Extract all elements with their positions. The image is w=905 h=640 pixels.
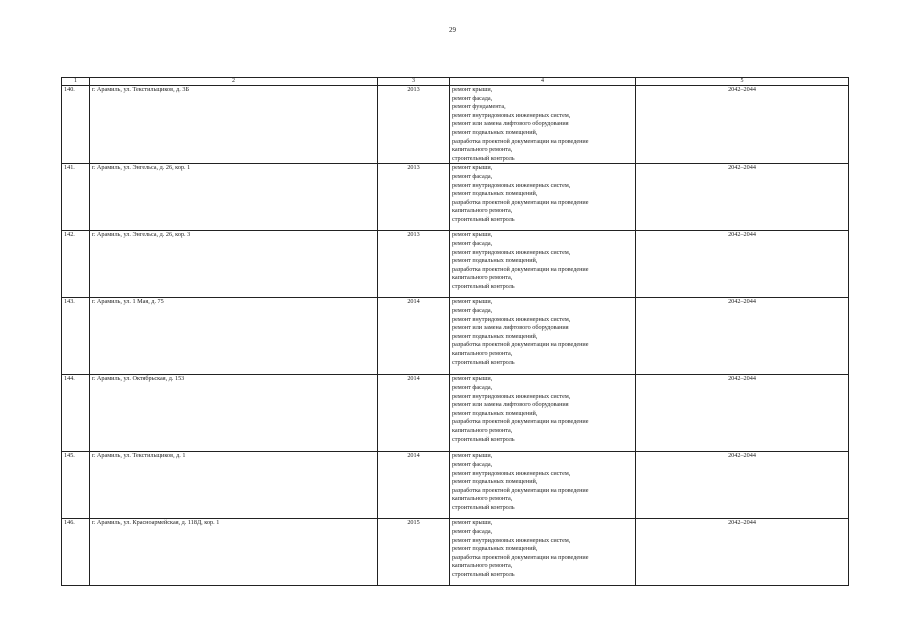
- column-header: 5: [636, 78, 849, 86]
- table-body: [62, 78, 849, 586]
- repair-work-item: ремонт внутридомовых инженерных систем,: [452, 315, 571, 323]
- repair-schedule-table: [61, 77, 849, 586]
- commissioning-year: 2013: [378, 86, 450, 164]
- building-address: г. Арамиль, ул. Текстильщиков, д. 3Б: [90, 86, 378, 164]
- repair-work-item: ремонт или замена лифтового оборудования: [452, 120, 569, 128]
- repair-work-item: ремонт крыши,: [452, 452, 493, 460]
- repair-work-item: строительный контроль: [452, 358, 515, 366]
- repair-work-item: ремонт подвальных помещений,: [452, 545, 538, 553]
- row-number: 145.: [62, 452, 90, 519]
- row-number: 143.: [62, 298, 90, 375]
- row-number: 141.: [62, 164, 90, 231]
- repair-work-item: разработка проектной документации на проведение: [452, 553, 589, 561]
- commissioning-year: 2014: [378, 452, 450, 519]
- repair-work-item: ремонт фасада,: [452, 94, 493, 102]
- repair-work-item: ремонт внутридомовых инженерных систем,: [452, 469, 571, 477]
- repair-work-item: капитального ремонта,: [452, 274, 513, 282]
- building-address: г. Арамиль, ул. 1 Мая, д. 75: [90, 298, 378, 375]
- repair-work-item: разработка проектной документации на проведение: [452, 418, 589, 426]
- planned-period: 2042–2044: [636, 375, 849, 452]
- repair-work-item: ремонт подвальных помещений,: [452, 128, 538, 136]
- repair-work-item: ремонт фасада,: [452, 306, 493, 314]
- repair-work-item: ремонт подвальных помещений,: [452, 257, 538, 265]
- column-header: 1: [62, 78, 90, 86]
- table-row: [62, 375, 849, 452]
- table-row: [62, 298, 849, 375]
- repair-work-item: строительный контроль: [452, 503, 515, 511]
- building-address: г. Арамиль, ул. Текстильщиков, д. 1: [90, 452, 378, 519]
- commissioning-year: 2014: [378, 375, 450, 452]
- table-row: [62, 164, 849, 231]
- building-address: г. Арамиль, ул. Энгельса, д. 26, кор. 1: [90, 164, 378, 231]
- repair-works-list: [450, 86, 636, 164]
- repair-works-list: [450, 519, 636, 586]
- repair-work-item: строительный контроль: [452, 154, 515, 162]
- repair-work-item: ремонт подвальных помещений,: [452, 478, 538, 486]
- repair-work-item: капитального ремонта,: [452, 562, 513, 570]
- repair-work-item: разработка проектной документации на проведение: [452, 265, 589, 273]
- planned-period: 2042–2044: [636, 298, 849, 375]
- repair-work-item: ремонт фасада,: [452, 383, 493, 391]
- repair-work-item: строительный контроль: [452, 435, 515, 443]
- repair-work-item: разработка проектной документации на проведение: [452, 486, 589, 494]
- repair-works-list: [450, 231, 636, 298]
- repair-work-item: ремонт крыши,: [452, 298, 493, 306]
- repair-work-item: ремонт внутридомовых инженерных систем,: [452, 181, 571, 189]
- commissioning-year: 2014: [378, 298, 450, 375]
- table-row: [62, 519, 849, 586]
- row-number: 142.: [62, 231, 90, 298]
- repair-works-list: [450, 375, 636, 452]
- repair-work-item: ремонт внутридомовых инженерных систем,: [452, 392, 571, 400]
- repair-work-item: капитального ремонта,: [452, 207, 513, 215]
- repair-work-item: капитального ремонта,: [452, 349, 513, 357]
- building-address: г. Арамиль, ул. Красноармейская, д. 118Д, кор. 1: [90, 519, 378, 586]
- repair-work-item: ремонт крыши,: [452, 375, 493, 383]
- column-header: 4: [450, 78, 636, 86]
- repair-work-item: строительный контроль: [452, 215, 515, 223]
- building-address: г. Арамиль, ул. Октябрьская, д. 153: [90, 375, 378, 452]
- page-number: 29: [449, 26, 456, 34]
- repair-work-item: ремонт крыши,: [452, 519, 493, 527]
- repair-work-item: ремонт крыши,: [452, 164, 493, 172]
- repair-work-item: ремонт фундамента,: [452, 103, 506, 111]
- repair-work-item: строительный контроль: [452, 570, 515, 578]
- repair-work-item: ремонт внутридомовых инженерных систем,: [452, 536, 571, 544]
- repair-work-item: ремонт или замена лифтового оборудования: [452, 324, 569, 332]
- repair-work-item: ремонт фасада,: [452, 527, 493, 535]
- repair-work-item: разработка проектной документации на проведение: [452, 341, 589, 349]
- column-number-row: [62, 78, 849, 86]
- planned-period: 2042–2044: [636, 231, 849, 298]
- table-row: [62, 86, 849, 164]
- planned-period: 2042–2044: [636, 164, 849, 231]
- repair-works-list: [450, 452, 636, 519]
- commissioning-year: 2013: [378, 231, 450, 298]
- row-number: 146.: [62, 519, 90, 586]
- repair-work-item: капитального ремонта,: [452, 426, 513, 434]
- repair-work-item: разработка проектной документации на проведение: [452, 198, 589, 206]
- repair-works-list: [450, 164, 636, 231]
- repair-work-item: капитального ремонта,: [452, 495, 513, 503]
- planned-period: 2042–2044: [636, 519, 849, 586]
- commissioning-year: 2015: [378, 519, 450, 586]
- table-row: [62, 231, 849, 298]
- repair-work-item: ремонт или замена лифтового оборудования: [452, 401, 569, 409]
- repair-work-item: ремонт подвальных помещений,: [452, 332, 538, 340]
- row-number: 140.: [62, 86, 90, 164]
- repair-work-item: капитального ремонта,: [452, 146, 513, 154]
- repair-work-item: ремонт фасада,: [452, 460, 493, 468]
- building-address: г. Арамиль, ул. Энгельса, д. 26, кор. 3: [90, 231, 378, 298]
- repair-works-list: [450, 298, 636, 375]
- repair-work-item: строительный контроль: [452, 282, 515, 290]
- row-number: 144.: [62, 375, 90, 452]
- repair-work-item: ремонт подвальных помещений,: [452, 409, 538, 417]
- repair-work-item: ремонт внутридомовых инженерных систем,: [452, 248, 571, 256]
- repair-work-item: ремонт подвальных помещений,: [452, 190, 538, 198]
- column-header: 3: [378, 78, 450, 86]
- commissioning-year: 2013: [378, 164, 450, 231]
- repair-work-item: ремонт крыши,: [452, 86, 493, 93]
- repair-work-item: ремонт фасада,: [452, 239, 493, 247]
- planned-period: 2042–2044: [636, 452, 849, 519]
- repair-work-item: ремонт внутридомовых инженерных систем,: [452, 111, 571, 119]
- repair-work-item: ремонт крыши,: [452, 231, 493, 239]
- column-header: 2: [90, 78, 378, 86]
- planned-period: 2042–2044: [636, 86, 849, 164]
- table-row: [62, 452, 849, 519]
- repair-work-item: ремонт фасада,: [452, 172, 493, 180]
- repair-work-item: разработка проектной документации на проведение: [452, 137, 589, 145]
